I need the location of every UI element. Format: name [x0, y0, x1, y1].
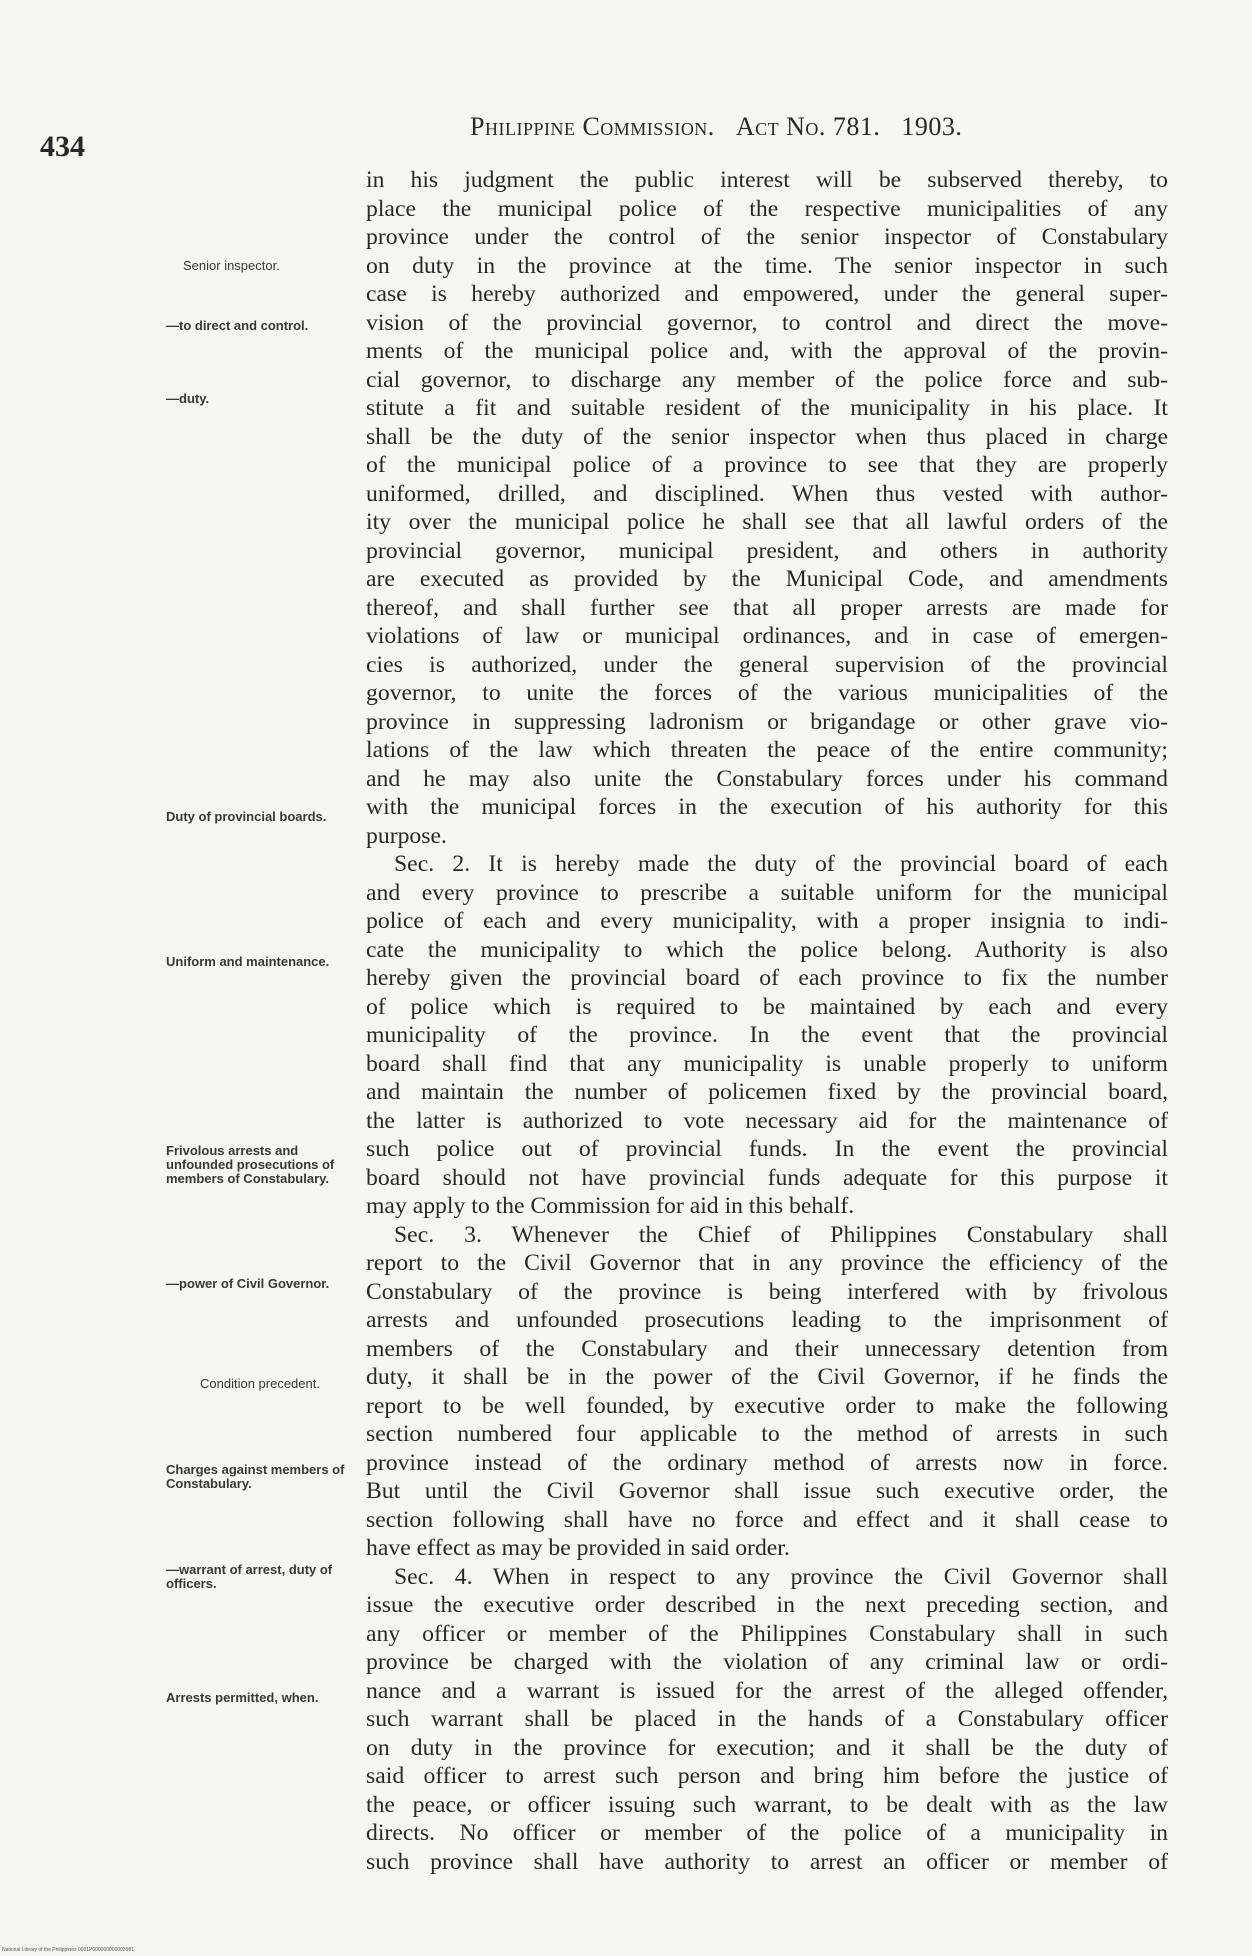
body-line: section numbered four applicable to the method of arrests in such: [366, 1421, 1168, 1447]
body-line: members of the Constabulary and their unnecessary detention from: [366, 1335, 1168, 1362]
margin-note-frivolous-arrests: Frivolous arrests and unfounded prosecutions of members of Constabulary.: [166, 1143, 335, 1186]
body-line: shall be the duty of the senior inspector when thus placed in charge: [366, 423, 1168, 450]
body-line: report to the Civil Governor that in any province the efficiency of the: [366, 1250, 1168, 1276]
body-line: province instead of the ordinary method of arrests now in force.: [366, 1449, 1168, 1476]
margin-note-charges-against: Charges against members of Constabulary.: [166, 1462, 345, 1491]
page-number: 434: [40, 130, 85, 163]
body-line: such warrant shall be placed in the hands of a Constabulary officer: [366, 1706, 1168, 1732]
body-line: province be charged with the violation of any criminal law or ordi-: [366, 1649, 1168, 1675]
body-line: board shall find that any municipality is unable properly to uniform: [366, 1050, 1168, 1077]
body-line: violations of law or municipal ordinances, and in case of emergen-: [366, 623, 1168, 649]
body-line: hereby given the provincial board of each province to fix the number: [366, 965, 1168, 991]
body-line: and he may also unite the Constabulary forces under his command: [366, 765, 1168, 792]
body-line: and every province to prescribe a suitable uniform for the municipal: [366, 879, 1168, 906]
margin-note-duty: —duty.: [166, 391, 210, 406]
body-line: cies is authorized, under the general supervision of the provincial: [366, 651, 1168, 678]
body-line: governor, to unite the forces of the various municipalities of the: [366, 680, 1168, 706]
margin-note-power-civil-governor: —power of Civil Governor.: [166, 1276, 330, 1291]
running-head: [470, 112, 976, 142]
body-line: are executed as provided by the Municipal Code, and amendments: [366, 566, 1168, 592]
margin-note-duty-provincial-boards: Duty of provincial boards.: [166, 809, 327, 824]
margin-note-direct-control: —to direct and control.: [166, 318, 309, 333]
body-line: province under the control of the senior inspector of Constabulary: [366, 224, 1168, 250]
body-line: uniformed, drilled, and disciplined. When thus vested with author-: [366, 480, 1168, 507]
body-line: cial governor, to discharge any member of the police force and sub-: [366, 366, 1168, 393]
body-line: cate the municipality to which the police belong. Authority is also: [366, 936, 1168, 963]
body-line: the peace, or officer issuing such warrant, to be dealt with as the law: [366, 1791, 1168, 1818]
header-year: 1903.: [901, 112, 963, 141]
body-line: vision of the provincial governor, to control and direct the move-: [366, 309, 1168, 336]
body-line: of police which is required to be maintained by each and every: [366, 993, 1168, 1020]
body-line: board should not have provincial funds adequate for this purpose it: [366, 1164, 1168, 1191]
body-line: report to be well founded, by executive order to make the following: [366, 1392, 1168, 1419]
body-text: [366, 166, 1168, 1876]
body-line: ity over the municipal police he shall see that all lawful orders of the: [366, 509, 1168, 535]
body-line: may apply to the Commission for aid in this behalf.: [366, 1193, 855, 1219]
body-line: with the municipal forces in the execution of his authority for this: [366, 794, 1168, 820]
body-line: thereof, and shall further see that all proper arrests are made for: [366, 594, 1168, 621]
section-2-line: Sec. 2. It is hereby made the duty of the provincial board of each: [394, 851, 1168, 877]
body-line: any officer or member of the Philippines Constabulary shall in such: [366, 1620, 1168, 1647]
body-line: said officer to arrest such person and bring him before the justice of: [366, 1763, 1168, 1789]
body-line: municipality of the province. In the event that the provincial: [366, 1022, 1168, 1048]
body-line: such province shall have authority to arrest an officer or member of: [366, 1848, 1168, 1875]
body-line: case is hereby authorized and empowered, under the general super-: [366, 281, 1168, 307]
body-line: of the municipal police of a province to see that they are properly: [366, 452, 1168, 478]
body-line: such police out of provincial funds. In the event the provincial: [366, 1136, 1168, 1162]
margin-note-warrant-of-arrest: —warrant of arrest, duty of officers.: [166, 1562, 333, 1591]
margin-note-condition-precedent: Condition precedent.: [200, 1376, 320, 1391]
body-line: directs. No officer or member of the police of a municipality in: [366, 1820, 1168, 1846]
section-4-line: Sec. 4. When in respect to any province the Civil Governor shall: [394, 1563, 1168, 1590]
body-line: section following shall have no force and effect and it shall cease to: [366, 1506, 1168, 1533]
body-line: the latter is authorized to vote necessary aid for the maintenance of: [366, 1107, 1168, 1134]
body-line: lations of the law which threaten the peace of the entire community;: [366, 737, 1168, 763]
body-line: police of each and every municipality, with a proper insignia to indi-: [366, 908, 1168, 934]
body-line: But until the Civil Governor shall issue such executive order, the: [366, 1478, 1168, 1504]
body-line: on duty in the province for execution; and it shall be the duty of: [366, 1734, 1168, 1761]
margin-note-uniform-maintenance: Uniform and maintenance.: [166, 954, 330, 969]
body-line: in his judgment the public interest will be subserved thereby, to: [366, 167, 1168, 193]
body-line: arrests and unfounded prosecutions leading to the imprisonment of: [366, 1307, 1168, 1333]
body-line: provincial governor, municipal president, and others in authority: [366, 537, 1168, 564]
body-line: nance and a warrant is issued for the arrest of the alleged offender,: [366, 1677, 1168, 1704]
body-line: stitute a fit and suitable resident of the municipality in his place. It: [366, 395, 1168, 421]
body-line: Constabulary of the province is being interfered with by frivolous: [366, 1278, 1168, 1305]
body-line: on duty in the province at the time. The senior inspector in such: [366, 252, 1168, 279]
body-line: purpose.: [366, 822, 447, 849]
body-line: duty, it shall be in the power of the Civil Governor, if he finds the: [366, 1364, 1168, 1390]
body-line: have effect as may be provided in said order.: [366, 1535, 790, 1561]
margin-note-arrests-permitted: Arrests permitted, when.: [166, 1690, 319, 1705]
margin-note-senior-inspector: Senior inspector.: [183, 258, 280, 273]
footer-credit: National Library of the Philippines 0001P000000000003981: [2, 1947, 135, 1953]
body-line: province in suppressing ladronism or brigandage or other grave vio-: [366, 708, 1168, 735]
body-line: place the municipal police of the respective municipalities of any: [366, 195, 1168, 222]
body-line: issue the executive order described in the next preceding section, and: [366, 1592, 1168, 1618]
section-3-line: Sec. 3. Whenever the Chief of Philippines Constabulary shall: [394, 1221, 1168, 1248]
body-line: ments of the municipal police and, with the approval of the provin-: [366, 338, 1168, 364]
header-act: Act No. 781.: [735, 112, 881, 141]
body-line: and maintain the number of policemen fixed by the provincial board,: [366, 1079, 1168, 1105]
header-publisher: Philippine Commission.: [470, 112, 715, 141]
